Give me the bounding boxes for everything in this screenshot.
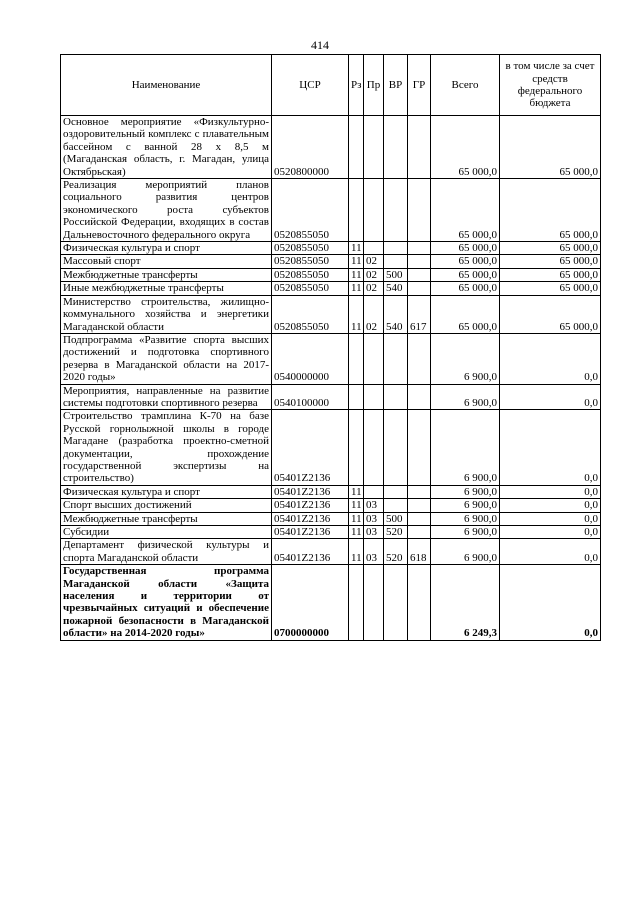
- row-pr: 02: [364, 295, 384, 333]
- row-vr: [384, 485, 408, 498]
- row-federal: 0,0: [500, 526, 601, 539]
- row-rz: 11: [349, 485, 364, 498]
- header-total: Всего: [431, 55, 500, 116]
- row-rz: 11: [349, 255, 364, 268]
- header-gr: ГР: [408, 55, 431, 116]
- table-row: [61, 539, 601, 565]
- table-row: [61, 295, 601, 333]
- row-federal: 65 000,0: [500, 282, 601, 295]
- row-name: Субсидии: [61, 526, 272, 539]
- table-row: [61, 384, 601, 410]
- row-name: Массовый спорт: [61, 255, 272, 268]
- row-total: 65 000,0: [431, 255, 500, 268]
- row-name: Спорт высших достижений: [61, 499, 272, 512]
- row-pr: [364, 116, 384, 179]
- row-name: Министерство строительства, жилищно-коммунального хозяйства и энергетики Магаданской области: [61, 295, 272, 333]
- row-vr: 540: [384, 282, 408, 295]
- row-vr: 500: [384, 268, 408, 281]
- table-row: [61, 268, 601, 281]
- row-name: Департамент физической культуры и спорта Магаданской области: [61, 539, 272, 565]
- row-pr: 03: [364, 539, 384, 565]
- table-row: [61, 499, 601, 512]
- row-rz: [349, 384, 364, 410]
- row-vr: [384, 116, 408, 179]
- row-rz: 11: [349, 499, 364, 512]
- row-federal: 0,0: [500, 485, 601, 498]
- row-pr: 02: [364, 268, 384, 281]
- row-federal: 65 000,0: [500, 295, 601, 333]
- header-name: Наименование: [61, 55, 272, 116]
- row-federal: 0,0: [500, 410, 601, 485]
- budget-table: [60, 54, 601, 641]
- row-total: 6 900,0: [431, 333, 500, 384]
- row-federal: 65 000,0: [500, 116, 601, 179]
- row-pr: 03: [364, 512, 384, 525]
- row-pr: [364, 410, 384, 485]
- row-total: 65 000,0: [431, 282, 500, 295]
- table-row: [61, 179, 601, 242]
- table-row: [61, 333, 601, 384]
- row-federal: 65 000,0: [500, 179, 601, 242]
- header-row: [61, 55, 601, 116]
- row-total: 6 900,0: [431, 485, 500, 498]
- page-number: 414: [311, 38, 329, 52]
- row-vr: [384, 565, 408, 640]
- row-gr: [408, 333, 431, 384]
- row-pr: [364, 179, 384, 242]
- header-csr: ЦСР: [272, 55, 349, 116]
- row-gr: [408, 116, 431, 179]
- row-gr: [408, 485, 431, 498]
- row-gr: [408, 512, 431, 525]
- row-name: Подпрограмма «Развитие спорта высших достижений и подготовка спортивного резерва в Магаданской области на 2017-2020 годы»: [61, 333, 272, 384]
- row-rz: [349, 116, 364, 179]
- table-row: [61, 565, 601, 640]
- row-federal: 0,0: [500, 565, 601, 640]
- row-rz: 11: [349, 295, 364, 333]
- row-csr: 0520855050: [272, 282, 349, 295]
- row-rz: [349, 333, 364, 384]
- row-vr: 540: [384, 295, 408, 333]
- row-csr: 0540100000: [272, 384, 349, 410]
- row-name: Строительство трамплина К-70 на базе Русской горнолыжной школы в городе Магадане (разработка проектно-сметной документации, прохождение государственной экспертизы на строительство): [61, 410, 272, 485]
- row-total: 6 900,0: [431, 512, 500, 525]
- row-total: 65 000,0: [431, 116, 500, 179]
- row-csr: 0700000000: [272, 565, 349, 640]
- row-total: 65 000,0: [431, 295, 500, 333]
- row-gr: [408, 384, 431, 410]
- row-rz: 11: [349, 282, 364, 295]
- row-total: 65 000,0: [431, 268, 500, 281]
- row-vr: 520: [384, 539, 408, 565]
- row-federal: 0,0: [500, 384, 601, 410]
- budget-table-body: [61, 116, 601, 641]
- row-pr: 02: [364, 282, 384, 295]
- row-rz: 11: [349, 539, 364, 565]
- row-total: 6 900,0: [431, 384, 500, 410]
- row-federal: 0,0: [500, 539, 601, 565]
- row-pr: [364, 333, 384, 384]
- table-row: [61, 116, 601, 179]
- row-csr: 0540000000: [272, 333, 349, 384]
- row-gr: [408, 242, 431, 255]
- row-federal: 65 000,0: [500, 255, 601, 268]
- row-vr: [384, 410, 408, 485]
- row-rz: [349, 179, 364, 242]
- row-csr: 05401Z2136: [272, 499, 349, 512]
- row-pr: [364, 485, 384, 498]
- table-row: [61, 255, 601, 268]
- table-row: [61, 282, 601, 295]
- row-gr: [408, 282, 431, 295]
- row-rz: 11: [349, 526, 364, 539]
- row-pr: 02: [364, 255, 384, 268]
- row-federal: 0,0: [500, 499, 601, 512]
- row-gr: [408, 268, 431, 281]
- row-csr: 05401Z2136: [272, 526, 349, 539]
- row-rz: [349, 410, 364, 485]
- table-row: [61, 485, 601, 498]
- row-pr: 03: [364, 499, 384, 512]
- row-total: 6 900,0: [431, 410, 500, 485]
- row-rz: 11: [349, 512, 364, 525]
- row-gr: [408, 255, 431, 268]
- row-csr: 05401Z2136: [272, 485, 349, 498]
- header-federal: в том числе за счет средств федерального бюджета: [500, 55, 601, 116]
- row-gr: [408, 499, 431, 512]
- row-name: Межбюджетные трансферты: [61, 512, 272, 525]
- row-federal: 0,0: [500, 333, 601, 384]
- row-name: Государственная программа Магаданской области «Защита населения и территории от чрезвычайных ситуаций и обеспечение пожарной безопасности в Магаданской области» на 2014-2020 годы»: [61, 565, 272, 640]
- header-rz: Рз: [349, 55, 364, 116]
- row-name: Основное мероприятие «Физкультурно-оздоровительный комплекс с плавательным бассейном с ванной 28 х 8,5 м (Магаданская область, г. Магадан, улица Октябрьская): [61, 116, 272, 179]
- row-federal: 0,0: [500, 512, 601, 525]
- row-vr: [384, 333, 408, 384]
- row-federal: 65 000,0: [500, 268, 601, 281]
- table-row: [61, 526, 601, 539]
- row-name: Мероприятия, направленные на развитие системы подготовки спортивного резерва: [61, 384, 272, 410]
- row-vr: [384, 242, 408, 255]
- table-row: [61, 512, 601, 525]
- row-gr: [408, 179, 431, 242]
- row-rz: 11: [349, 242, 364, 255]
- row-csr: 05401Z2136: [272, 539, 349, 565]
- row-vr: 500: [384, 512, 408, 525]
- row-csr: 0520855050: [272, 295, 349, 333]
- row-vr: [384, 255, 408, 268]
- row-total: 6 900,0: [431, 499, 500, 512]
- row-csr: 05401Z2136: [272, 512, 349, 525]
- row-pr: [364, 384, 384, 410]
- row-total: 6 900,0: [431, 526, 500, 539]
- row-vr: [384, 179, 408, 242]
- row-rz: 11: [349, 268, 364, 281]
- header-vr: ВР: [384, 55, 408, 116]
- row-vr: 520: [384, 526, 408, 539]
- row-gr: 618: [408, 539, 431, 565]
- row-total: 6 249,3: [431, 565, 500, 640]
- row-name: Реализация мероприятий планов социального развития центров экономического роста субъектов Российской Федерации, входящих в состав Дальневосточного федерального округа: [61, 179, 272, 242]
- row-gr: [408, 410, 431, 485]
- row-pr: [364, 242, 384, 255]
- row-name: Физическая культура и спорт: [61, 242, 272, 255]
- row-pr: 03: [364, 526, 384, 539]
- row-pr: [364, 565, 384, 640]
- row-csr: 0520855050: [272, 255, 349, 268]
- header-pr: Пр: [364, 55, 384, 116]
- row-vr: [384, 384, 408, 410]
- row-gr: [408, 565, 431, 640]
- row-total: 65 000,0: [431, 242, 500, 255]
- row-csr: 05401Z2136: [272, 410, 349, 485]
- table-row: [61, 410, 601, 485]
- row-gr: [408, 526, 431, 539]
- row-name: Иные межбюджетные трансферты: [61, 282, 272, 295]
- row-name: Физическая культура и спорт: [61, 485, 272, 498]
- row-csr: 0520800000: [272, 116, 349, 179]
- row-rz: [349, 565, 364, 640]
- row-federal: 65 000,0: [500, 242, 601, 255]
- row-total: 65 000,0: [431, 179, 500, 242]
- row-total: 6 900,0: [431, 539, 500, 565]
- row-csr: 0520855050: [272, 268, 349, 281]
- row-name: Межбюджетные трансферты: [61, 268, 272, 281]
- row-csr: 0520855050: [272, 179, 349, 242]
- row-vr: [384, 499, 408, 512]
- row-gr: 617: [408, 295, 431, 333]
- row-csr: 0520855050: [272, 242, 349, 255]
- table-row: [61, 242, 601, 255]
